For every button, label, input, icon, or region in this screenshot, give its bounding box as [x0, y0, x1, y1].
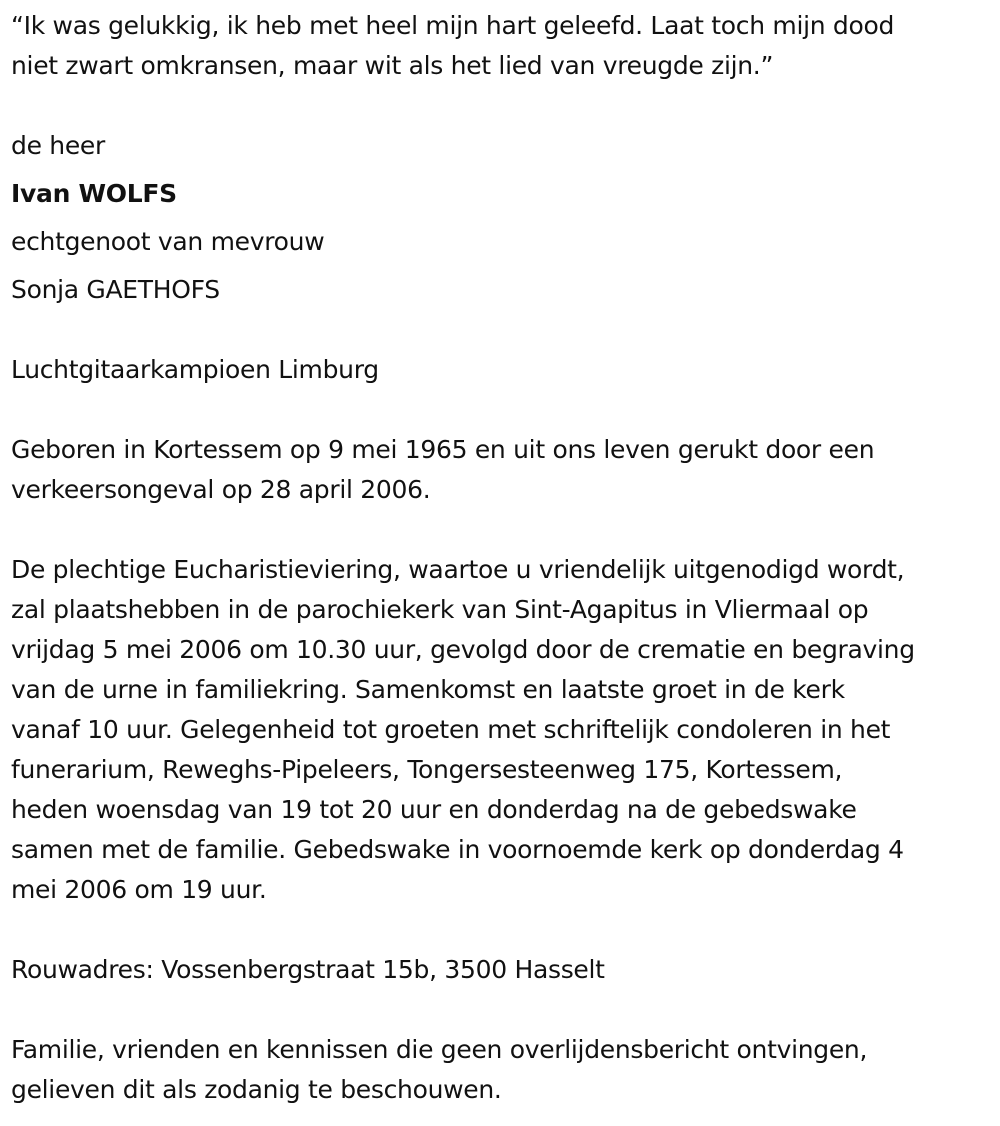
- closing-line: gelieven dit als zodanig te beschouwen.: [11, 1075, 502, 1104]
- ceremony-line: De plechtige Eucharistieviering, waartoe u vriendelijk uitgenodigd wordt,: [11, 555, 905, 584]
- ceremony-line: samen met de familie. Gebedswake in voornoemde kerk op donderdag 4: [11, 835, 904, 864]
- ceremony-paragraph: [11, 550, 994, 910]
- deceased-info: [11, 126, 994, 310]
- ceremony-line: mei 2006 om 19 uur.: [11, 875, 267, 904]
- deceased-title: de heer: [11, 131, 105, 160]
- deceased-name: [11, 174, 994, 214]
- deceased-name-text: Ivan WOLFS: [11, 179, 177, 208]
- quote-line: “Ik was gelukkig, ik heb met heel mijn hart geleefd. Laat toch mijn dood: [11, 11, 895, 40]
- ceremony-line: zal plaatshebben in de parochiekerk van Sint-Agapitus in Vliermaal op: [11, 595, 869, 624]
- honor-text: Luchtgitaarkampioen Limburg: [11, 355, 379, 384]
- ceremony-line: heden woensdag van 19 tot 20 uur en donderdag na de gebedswake: [11, 795, 857, 824]
- honor-paragraph: [11, 350, 994, 390]
- birth-death-paragraph: [11, 430, 994, 510]
- quote-paragraph: [11, 6, 994, 86]
- birth-death-line: Geboren in Kortessem op 9 mei 1965 en uit ons leven gerukt door een: [11, 435, 875, 464]
- closing-paragraph: [11, 1030, 994, 1110]
- spouse-name: Sonja GAETHOFS: [11, 275, 220, 304]
- ceremony-line: vrijdag 5 mei 2006 om 10.30 uur, gevolgd door de crematie en begraving: [11, 635, 915, 664]
- ceremony-line: funerarium, Reweghs-Pipeleers, Tongersesteenweg 175, Kortessem,: [11, 755, 843, 784]
- closing-line: Familie, vrienden en kennissen die geen overlijdensbericht ontvingen,: [11, 1035, 868, 1064]
- deceased-relation: echtgenoot van mevrouw: [11, 227, 325, 256]
- mourning-address: Rouwadres: Vossenbergstraat 15b, 3500 Hasselt: [11, 955, 605, 984]
- address-paragraph: [11, 950, 994, 990]
- ceremony-line: vanaf 10 uur. Gelegenheid tot groeten met schriftelijk condoleren in het: [11, 715, 891, 744]
- birth-death-line: verkeersongeval op 28 april 2006.: [11, 475, 431, 504]
- quote-line: niet zwart omkransen, maar wit als het lied van vreugde zijn.”: [11, 51, 774, 80]
- ceremony-line: van de urne in familiekring. Samenkomst en laatste groet in de kerk: [11, 675, 845, 704]
